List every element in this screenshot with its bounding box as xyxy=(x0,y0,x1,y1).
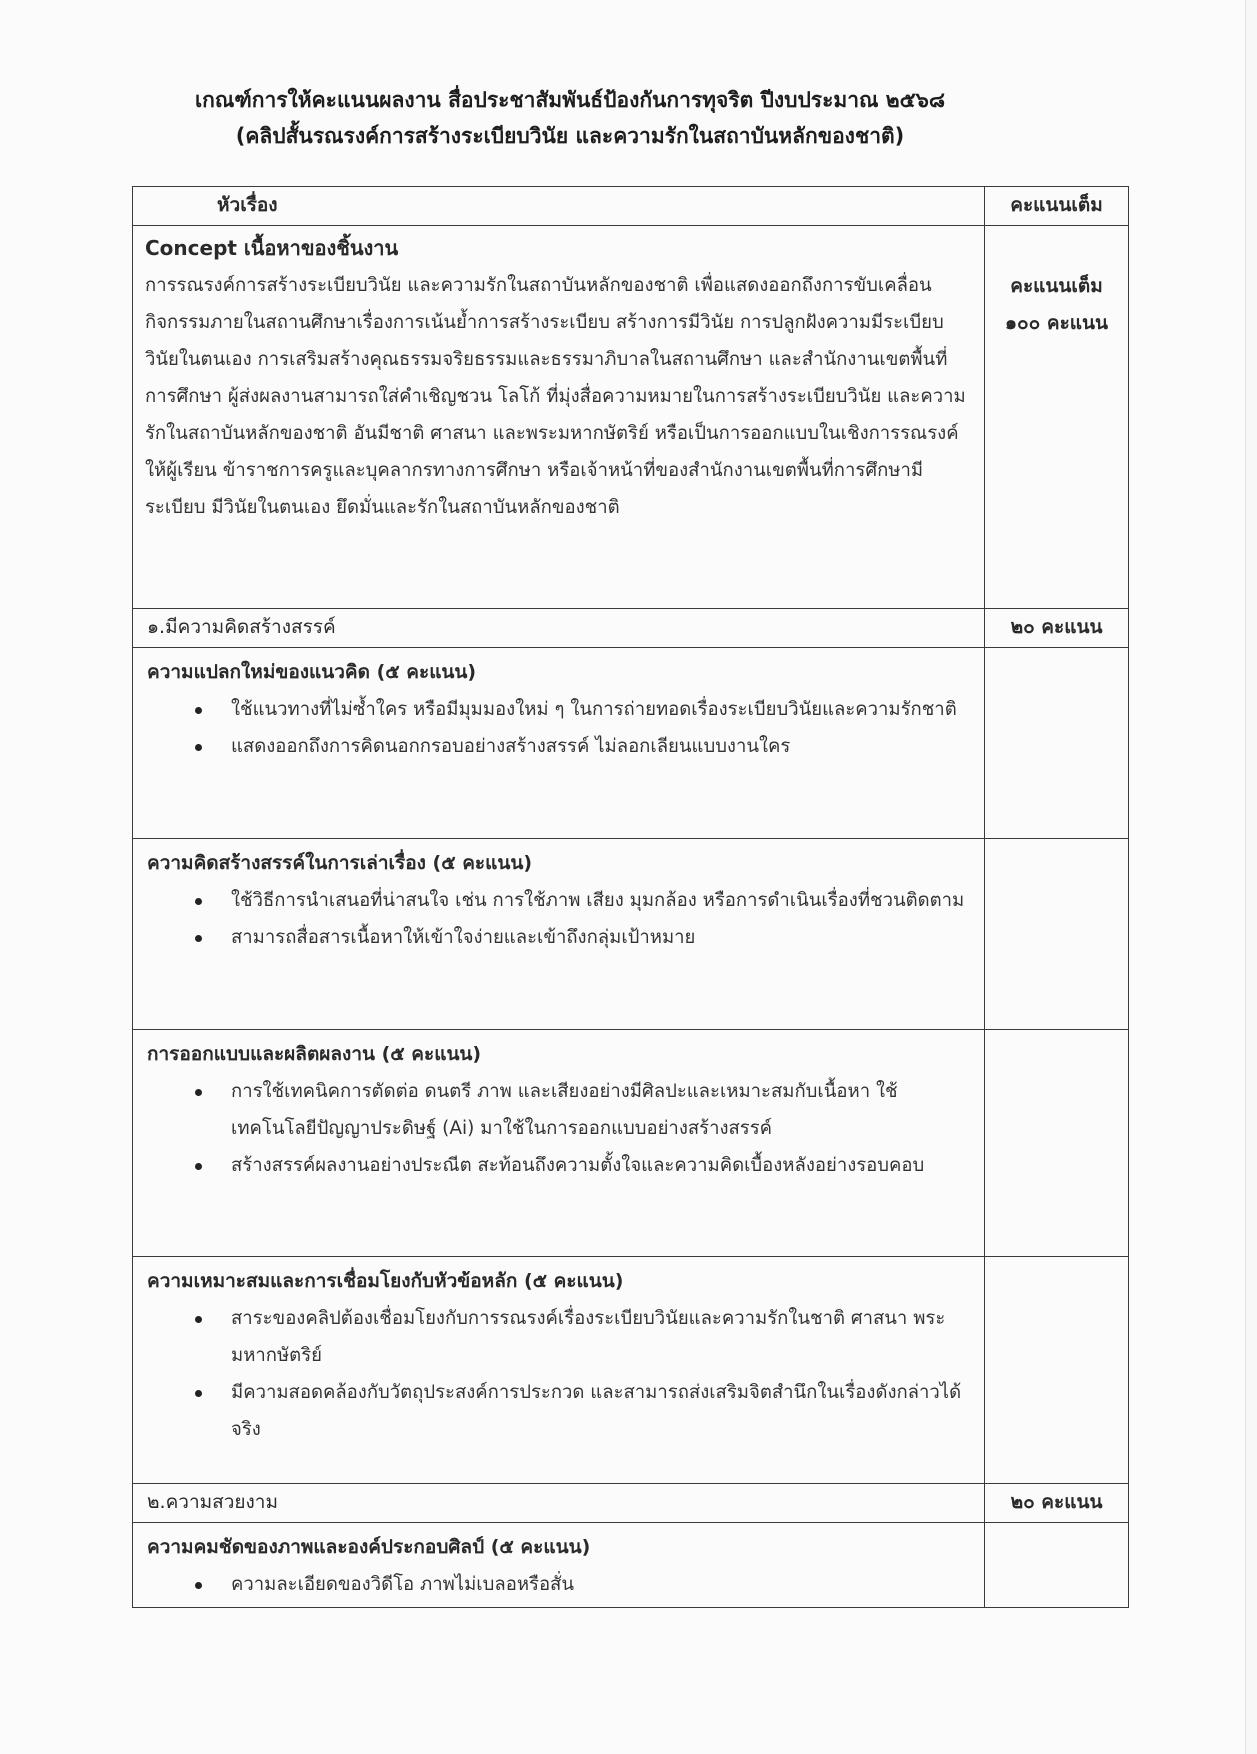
criterion-bullet: แสดงออกถึงการคิดนอกกรอบอย่างสร้างสรรค์ ไม่ลอกเลียนแบบงานใคร xyxy=(231,728,972,765)
criterion-heading: ความคิดสร้างสรรค์ในการเล่าเรื่อง (๕ คะแนน) xyxy=(147,852,533,874)
criterion-bullets xyxy=(147,1566,972,1603)
section-row-2 xyxy=(133,1484,1129,1523)
criterion-bullets xyxy=(147,1073,972,1184)
criterion-bullets xyxy=(147,882,972,956)
section-1-label: ๑.มีความคิดสร้างสรรค์ xyxy=(133,609,985,648)
criterion-score-cell xyxy=(985,1523,1129,1608)
section-row-1 xyxy=(133,609,1129,648)
criterion-row xyxy=(133,839,1129,1030)
concept-row xyxy=(133,226,1129,609)
criterion-row xyxy=(133,1030,1129,1257)
criterion-bullet: การใช้เทคนิคการตัดต่อ ดนตรี ภาพ และเสียงอย่างมีศิลปะและเหมาะสมกับเนื้อหา ใช้เทคโนโลยีปัญญาประดิษฐ์ (Ai) มาใช้ในการออกแบบอย่างสร้างสรรค์ xyxy=(231,1073,972,1147)
criterion-heading: ความแปลกใหม่ของแนวคิด (๕ คะแนน) xyxy=(147,661,477,683)
criterion-score-cell xyxy=(985,1257,1129,1484)
concept-title: Concept เนื้อหาของชิ้นงาน xyxy=(145,236,399,260)
criterion-row xyxy=(133,648,1129,839)
criterion-row xyxy=(133,1257,1129,1484)
table-header-row xyxy=(133,187,1129,226)
criterion-cell xyxy=(133,648,985,839)
section-2-label: ๒.ความสวยงาม xyxy=(133,1484,985,1523)
concept-score-value: ๑๐๐ คะแนน xyxy=(1004,312,1108,334)
rubric-table xyxy=(132,186,1129,1608)
section-2-score: ๒๐ คะแนน xyxy=(985,1484,1129,1523)
header-score: คะแนนเต็ม xyxy=(985,187,1129,226)
criterion-score-cell xyxy=(985,839,1129,1030)
criterion-bullets xyxy=(147,1300,972,1448)
criterion-bullet: ความละเอียดของวิดีโอ ภาพไม่เบลอหรือสั่น xyxy=(231,1566,972,1603)
criterion-cell xyxy=(133,839,985,1030)
criterion-heading: ความเหมาะสมและการเชื่อมโยงกับหัวข้อหลัก (๕ คะแนน) xyxy=(147,1270,624,1292)
section-1-score: ๒๐ คะแนน xyxy=(985,609,1129,648)
criterion-cell xyxy=(133,1030,985,1257)
criterion-bullet: สามารถสื่อสารเนื้อหาให้เข้าใจง่ายและเข้าถึงกลุ่มเป้าหมาย xyxy=(231,919,972,956)
concept-score-label: คะแนนเต็ม xyxy=(1010,275,1103,297)
criterion-bullet: มีความสอดคล้องกับวัตถุประสงค์การประกวด และสามารถส่งเสริมจิตสำนึกในเรื่องดังกล่าวได้จริง xyxy=(231,1374,972,1448)
concept-score-cell xyxy=(985,226,1129,609)
criterion-heading: การออกแบบและผลิตผลงาน (๕ คะแนน) xyxy=(147,1043,482,1065)
criterion-bullet: สาระของคลิปต้องเชื่อมโยงกับการรณรงค์เรื่องระเบียบวินัยและความรักในชาติ ศาสนา พระมหากษัตริย์ xyxy=(231,1300,972,1374)
concept-body: การรณรงค์การสร้างระเบียบวินัย และความรักในสถาบันหลักของชาติ เพื่อแสดงออกถึงการขับเคลื่อนกิจกรรมภายในสถานศึกษาเรื่องการเน้นย้ำการสร้างระเบียบ สร้างการมีวินัย การปลูกฝังความมีระเบียบวินัยในตนเอง การเสริมสร้างคุณธรรมจริยธรรมและธรรมาภิบาลในสถานศึกษา และสำนักงานเขตพื้นที่การศึกษา ผู้ส่งผลงานสามารถใส่คำเชิญชวน โลโก้ ที่มุ่งสื่อความหมายในการสร้างระเบียบวินัย และความรักในสถาบันหลักของชาติ อันมีชาติ ศาสนา และพระมหากษัตริย์ หรือเป็นการออกแบบในเชิงการรณรงค์ให้ผู้เรียน ข้าราชการครูและบุคลากรทางการศึกษา หรือเจ้าหน้าที่ของสำนักงานเขตพื้นที่การศึกษามีระเบียบ มีวินัยในตนเอง ยึดมั่นและรักในสถาบันหลักของชาติ xyxy=(145,275,966,518)
criterion-bullets xyxy=(147,691,972,765)
concept-cell xyxy=(133,226,985,609)
header-topic: หัวเรื่อง xyxy=(133,187,985,226)
document-subtitle: (คลิปสั้นรณรงค์การสร้างระเบียบวินัย และความรักในสถาบันหลักของชาติ) xyxy=(235,124,905,148)
criterion-bullet: ใช้แนวทางที่ไม่ซ้ำใคร หรือมีมุมมองใหม่ ๆ ในการถ่ายทอดเรื่องระเบียบวินัยและความรักชาติ xyxy=(231,691,972,728)
document-title: เกณฑ์การให้คะแนนผลงาน สื่อประชาสัมพันธ์ป้องกันการทุจริต ปีงบประมาณ ๒๕๖๘ xyxy=(194,88,946,112)
criterion-cell xyxy=(133,1523,985,1608)
criterion-score-cell xyxy=(985,1030,1129,1257)
criterion-bullet: สร้างสรรค์ผลงานอย่างประณีต สะท้อนถึงความตั้งใจและความคิดเบื้องหลังอย่างรอบคอบ xyxy=(231,1147,972,1184)
criterion-heading: ความคมชัดของภาพและองค์ประกอบศิลป์ (๕ คะแนน) xyxy=(147,1536,591,1558)
criterion-cell xyxy=(133,1257,985,1484)
criterion-row xyxy=(133,1523,1129,1608)
criterion-bullet: ใช้วิธีการนำเสนอที่น่าสนใจ เช่น การใช้ภาพ เสียง มุมกล้อง หรือการดำเนินเรื่องที่ชวนติดตาม xyxy=(231,882,972,919)
criterion-score-cell xyxy=(985,648,1129,839)
